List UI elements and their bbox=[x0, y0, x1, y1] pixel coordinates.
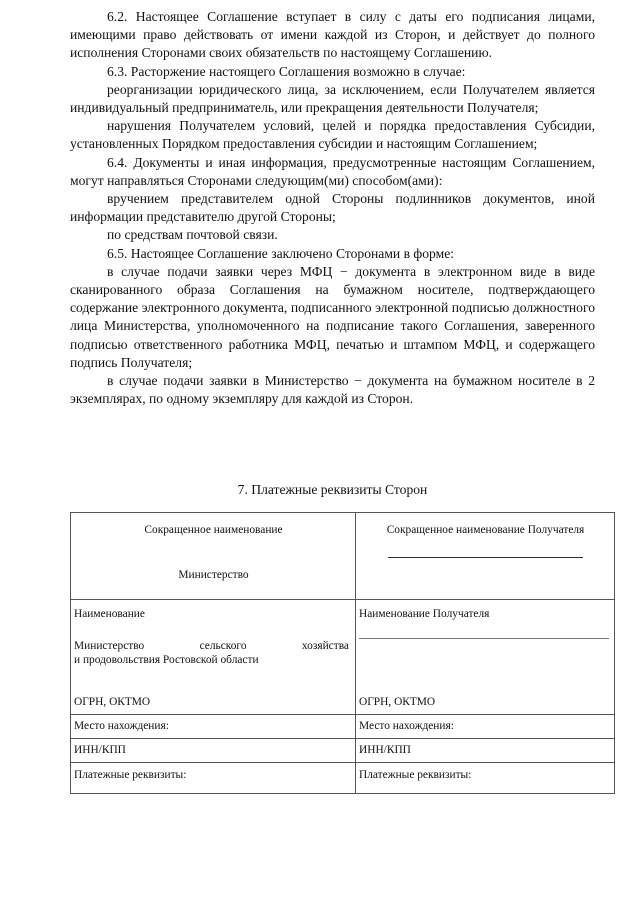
paragraph-6-2: 6.2. Настоящее Соглашение вступает в силу с даты его подписания лицами, имеющими право действовать от имени каждой из Сторон, и действует до полного исполнения Сторонами своих обязательств по настоящему Соглашению. bbox=[70, 9, 595, 61]
left-short-name-header: Сокращенное наименование bbox=[144, 524, 283, 536]
right-name-cell bbox=[356, 600, 615, 715]
right-short-name-header: Сокращенное наименование Получателя bbox=[386, 524, 585, 536]
org-word: хозяйства bbox=[301, 640, 349, 652]
left-location-cell: Место нахождения: bbox=[71, 715, 356, 739]
paragraph-mfc: в случае подачи заявки через МФЦ − документа в электронном виде в виде сканированного образа Соглашения на бумажном носителе, подтверждающего содержание электронного документа, подписанного электронной подписью должностного лица Министерства, уполномоченного на подписание такого Соглашения, заверенного подписью ответственного работника МФЦ, печатью и штампом МФЦ, и содержащего подпись Получателя; bbox=[70, 263, 595, 370]
left-inn-cell: ИНН/КПП bbox=[71, 739, 356, 763]
org-word: сельского bbox=[199, 640, 247, 652]
right-header-cell bbox=[356, 513, 615, 600]
section-title: 7. Платежные реквизиты Сторон bbox=[237, 482, 428, 497]
paragraph-postal: по средствам почтовой связи. bbox=[107, 227, 278, 243]
left-payment-cell: Платежные реквизиты: bbox=[71, 763, 356, 794]
left-org-short-name: Министерство bbox=[178, 569, 249, 581]
paragraph-ministry: в случае подачи заявки в Министерство − документа на бумажном носителе в 2 экземплярах, по одному экземпляру для каждой из Сторон. bbox=[70, 373, 595, 407]
paragraph-6-4: 6.4. Документы и иная информация, предусмотренные настоящим Соглашением, могут направляться Сторонами следующим(ми) способом(ами): bbox=[70, 154, 595, 188]
recipient-name-line bbox=[359, 638, 609, 639]
table-row bbox=[71, 739, 615, 763]
left-org-name-line1 bbox=[74, 640, 353, 652]
table-row bbox=[71, 763, 615, 794]
paragraph-6-5: 6.5. Настоящее Соглашение заключено Сторонами в форме: bbox=[107, 245, 455, 261]
agreement-text bbox=[70, 8, 595, 408]
paragraph-reorganization: реорганизации юридического лица, за исключением, если Получателем является индивидуальный предприниматель, или прекращения деятельности Получателя; bbox=[70, 81, 595, 116]
recipient-short-name-line bbox=[388, 557, 583, 558]
paragraph-violation: нарушения Получателем условий, целей и порядка предоставления Субсидии, установленных Порядком предоставления субсидии и настоящим Соглашением; bbox=[70, 118, 595, 152]
left-name-cell bbox=[71, 600, 356, 715]
table-row bbox=[71, 600, 615, 715]
left-name-label: Наименование bbox=[74, 608, 145, 620]
right-ogrn-label: ОГРН, ОКТМО bbox=[359, 696, 436, 708]
paragraph-6-3: 6.3. Расторжение настоящего Соглашения возможно в случае: bbox=[107, 63, 466, 79]
right-location-cell: Место нахождения: bbox=[356, 715, 615, 739]
paragraph-handover: вручением представителем одной Стороны подлинников документов, иной информации представителю другой Стороны; bbox=[70, 191, 595, 225]
right-name-label: Наименование Получателя bbox=[359, 608, 490, 620]
org-word: Министерство bbox=[74, 640, 145, 652]
table-row bbox=[71, 715, 615, 739]
table-row bbox=[71, 513, 615, 600]
left-header-cell bbox=[71, 513, 356, 600]
right-inn-cell: ИНН/КПП bbox=[356, 739, 615, 763]
payment-details-table bbox=[70, 512, 615, 794]
left-org-name-line2: и продовольствия Ростовской области bbox=[74, 654, 259, 666]
right-payment-cell: Платежные реквизиты: bbox=[356, 763, 615, 794]
left-ogrn-label: ОГРН, ОКТМО bbox=[74, 696, 151, 708]
